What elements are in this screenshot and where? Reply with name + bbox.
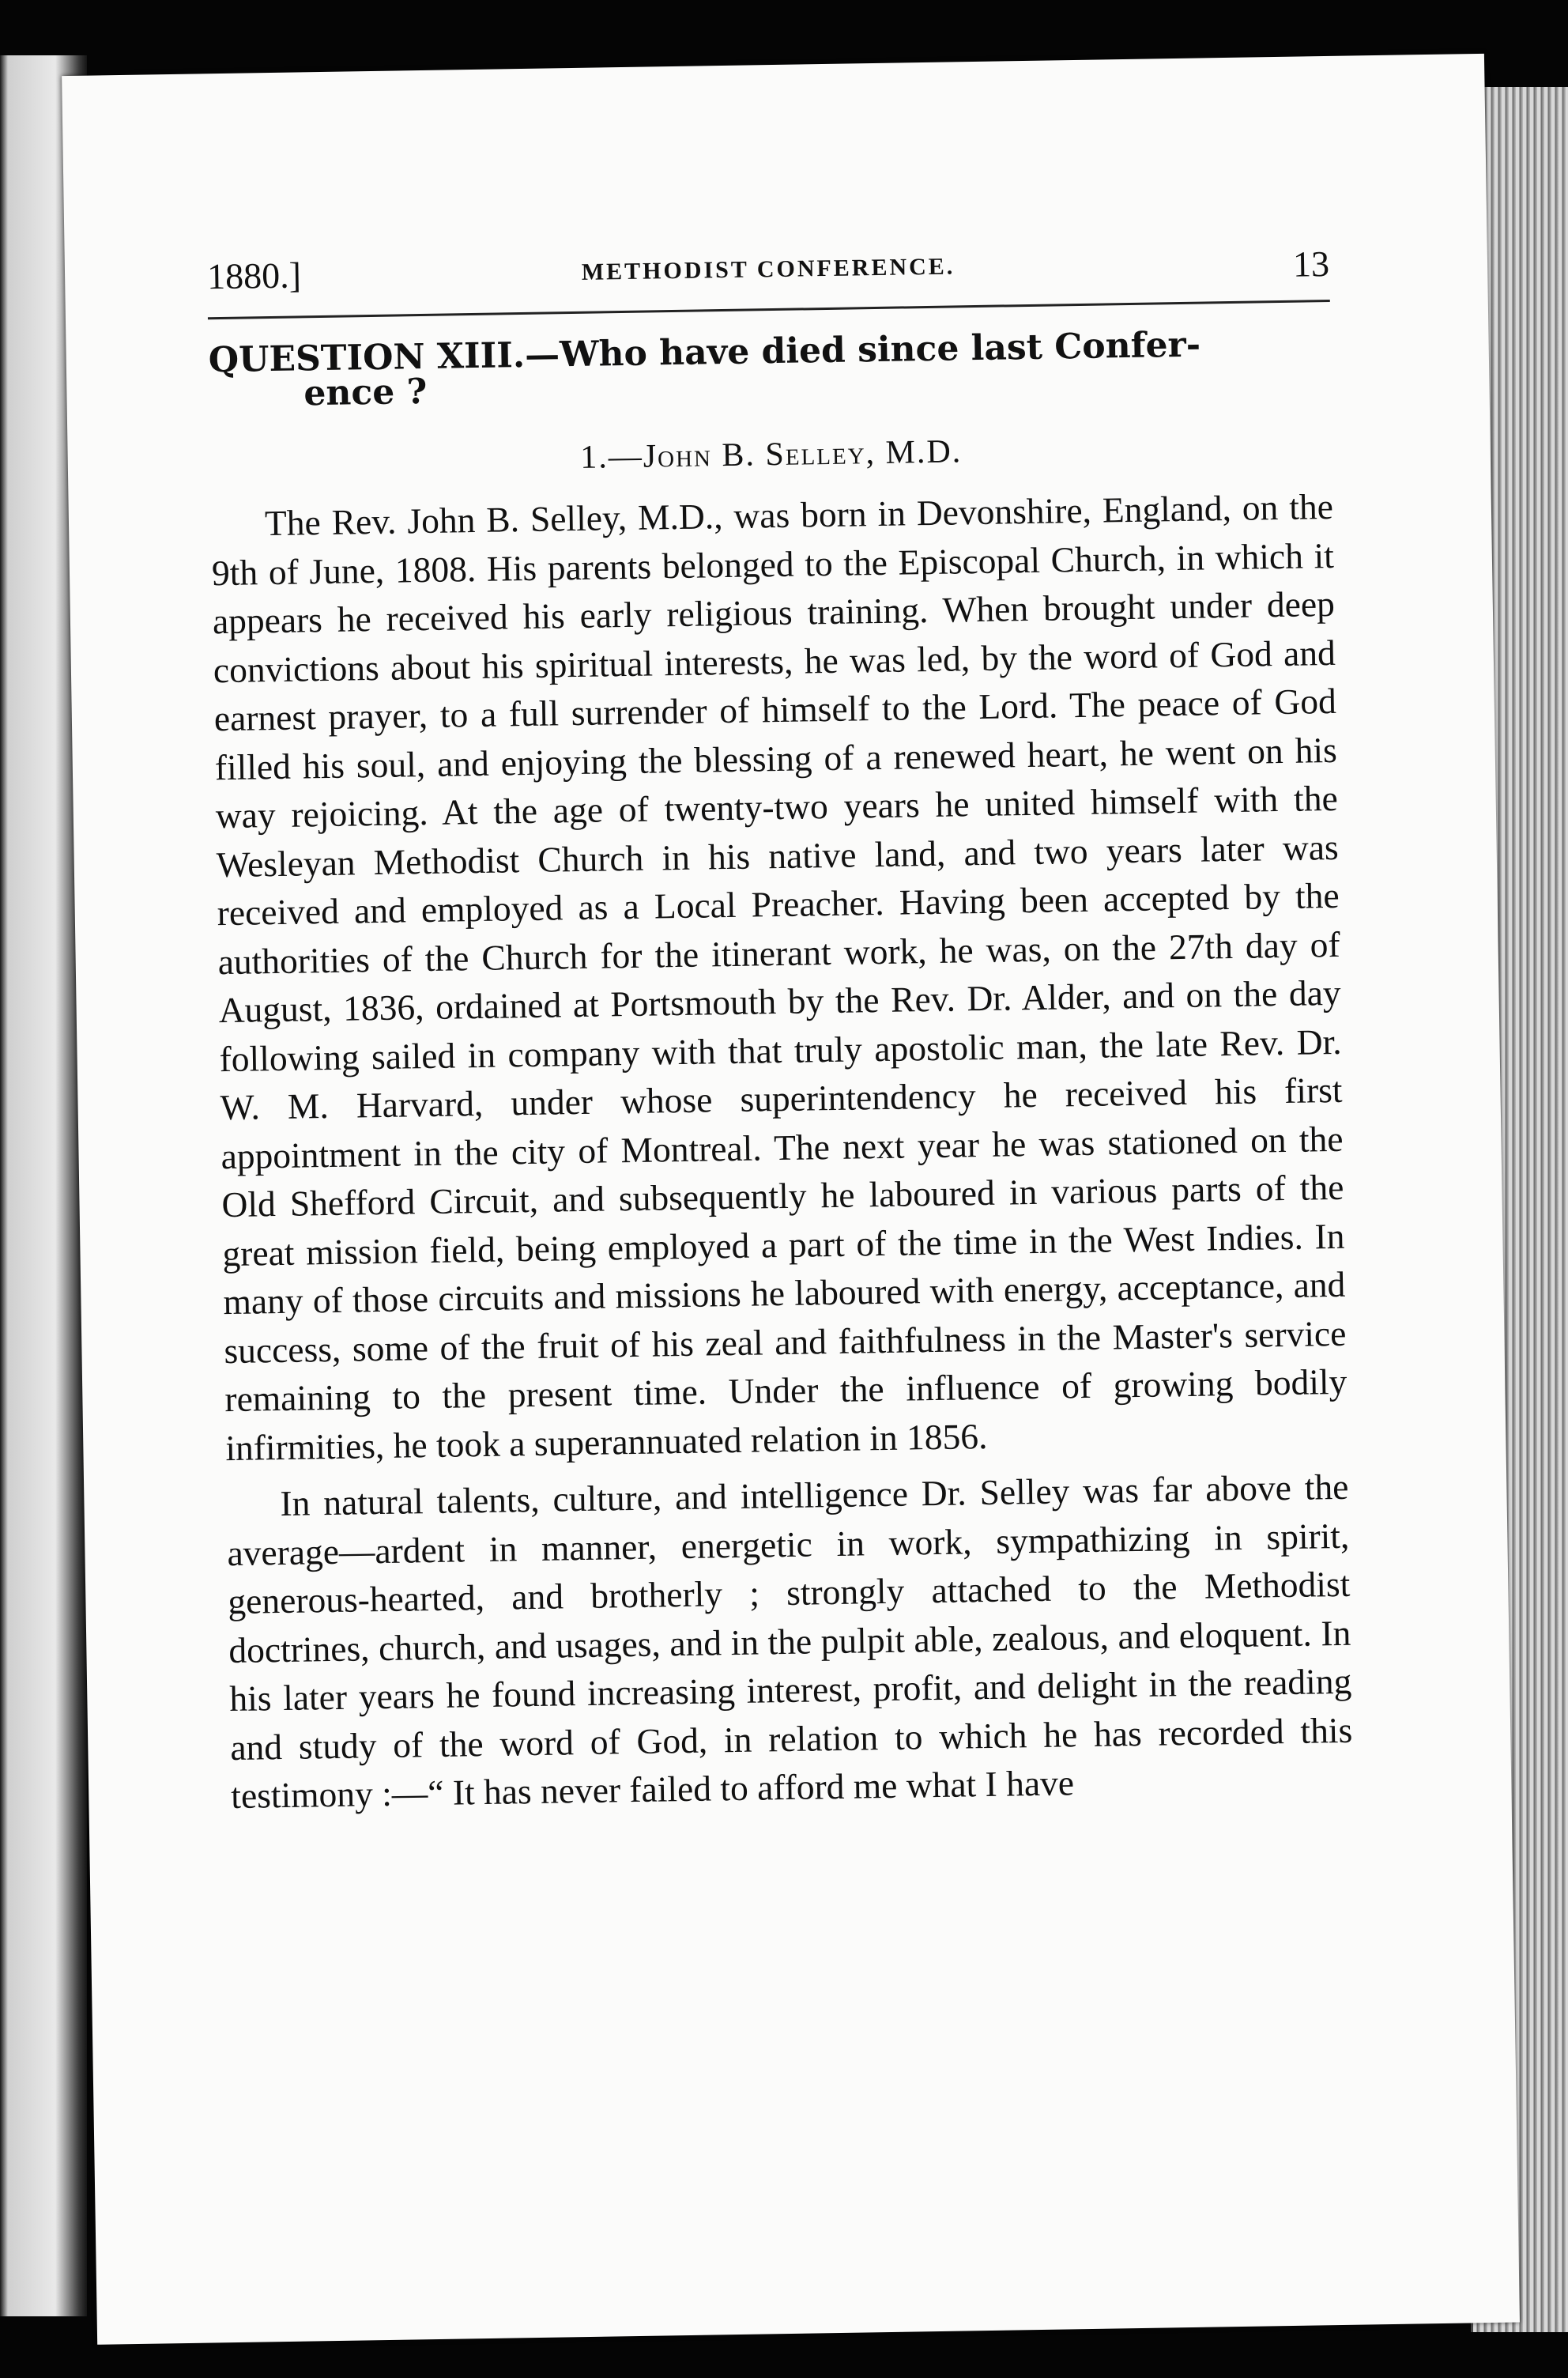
book-page: [62, 54, 1520, 2345]
question-text: QUESTION XIII.—Who have died since last Confer-: [208, 324, 1201, 381]
paragraph-2: In natural talents, culture, and intelligence Dr. Selley was far above the average—ardent in manner, energetic in work, sympathizing in spirit, generous-hearted, and brotherly ; strongly attached to the Methodist doctrines, church, and usages, and in the pulpit able, zealous, and eloquent. In his later years he found increasing interest, profit, and delight in the reading and study of the word of God, in relation to which he has recorded this testimony :—“ It has never failed to afford me what I have: [227, 1466, 1353, 1817]
running-head-title: METHODIST CONFERENCE.: [581, 253, 956, 285]
paragraph-1: The Rev. John B. Selley, M.D., was born in Devonshire, England, on the 9th of June, 1808. His parents belonged to the Episcopal Church, in which it appears he received his early religious training. When brought under deep convictions about his spiritual interests, he was led, by the word of God and earnest prayer, to a full surrender of himself to the Lord. The peace of God filled his soul, and enjoying the blessing of a renewed heart, he went on his way rejoicing. At the age of twenty-two years he united himself with the Wesleyan Methodist Church in his native land, and two years later was received and employed as a Local Preacher. Having been accepted by the authorities of the Church for the itinerant work, he was, on the 27th day of August, 1836, ordained at Portsmouth by the Rev. Dr. Alder, and on the day following sailed in company with that truly apostolic man, the late Rev. Dr. W. M. Harvard, under whose superintendency he received his first appointment in the city of Montreal. The next year he was stationed on the Old Shefford Circuit, and subsequently he laboured in various parts of the great mission field, being employed a part of the time in the West Indies. In many of those circuits and missions he laboured with energy, acceptance, and success, some of the fruit of his zeal and faithfulness in the Master's service remaining to the present time. Under the influence of growing bodily infirmities, he took a superannuated relation in 1856.: [211, 485, 1348, 1468]
running-head: [206, 206, 1330, 311]
obituary-heading: 1.—John B. Selley, M.D.: [579, 433, 963, 476]
body-text: [211, 482, 1354, 1821]
question-heading: [208, 326, 1331, 413]
page-number: 13: [1292, 243, 1330, 285]
page-content: [206, 206, 1354, 1821]
running-head-year: 1880.]: [206, 255, 302, 297]
question-continuation: ence ?: [303, 371, 428, 414]
